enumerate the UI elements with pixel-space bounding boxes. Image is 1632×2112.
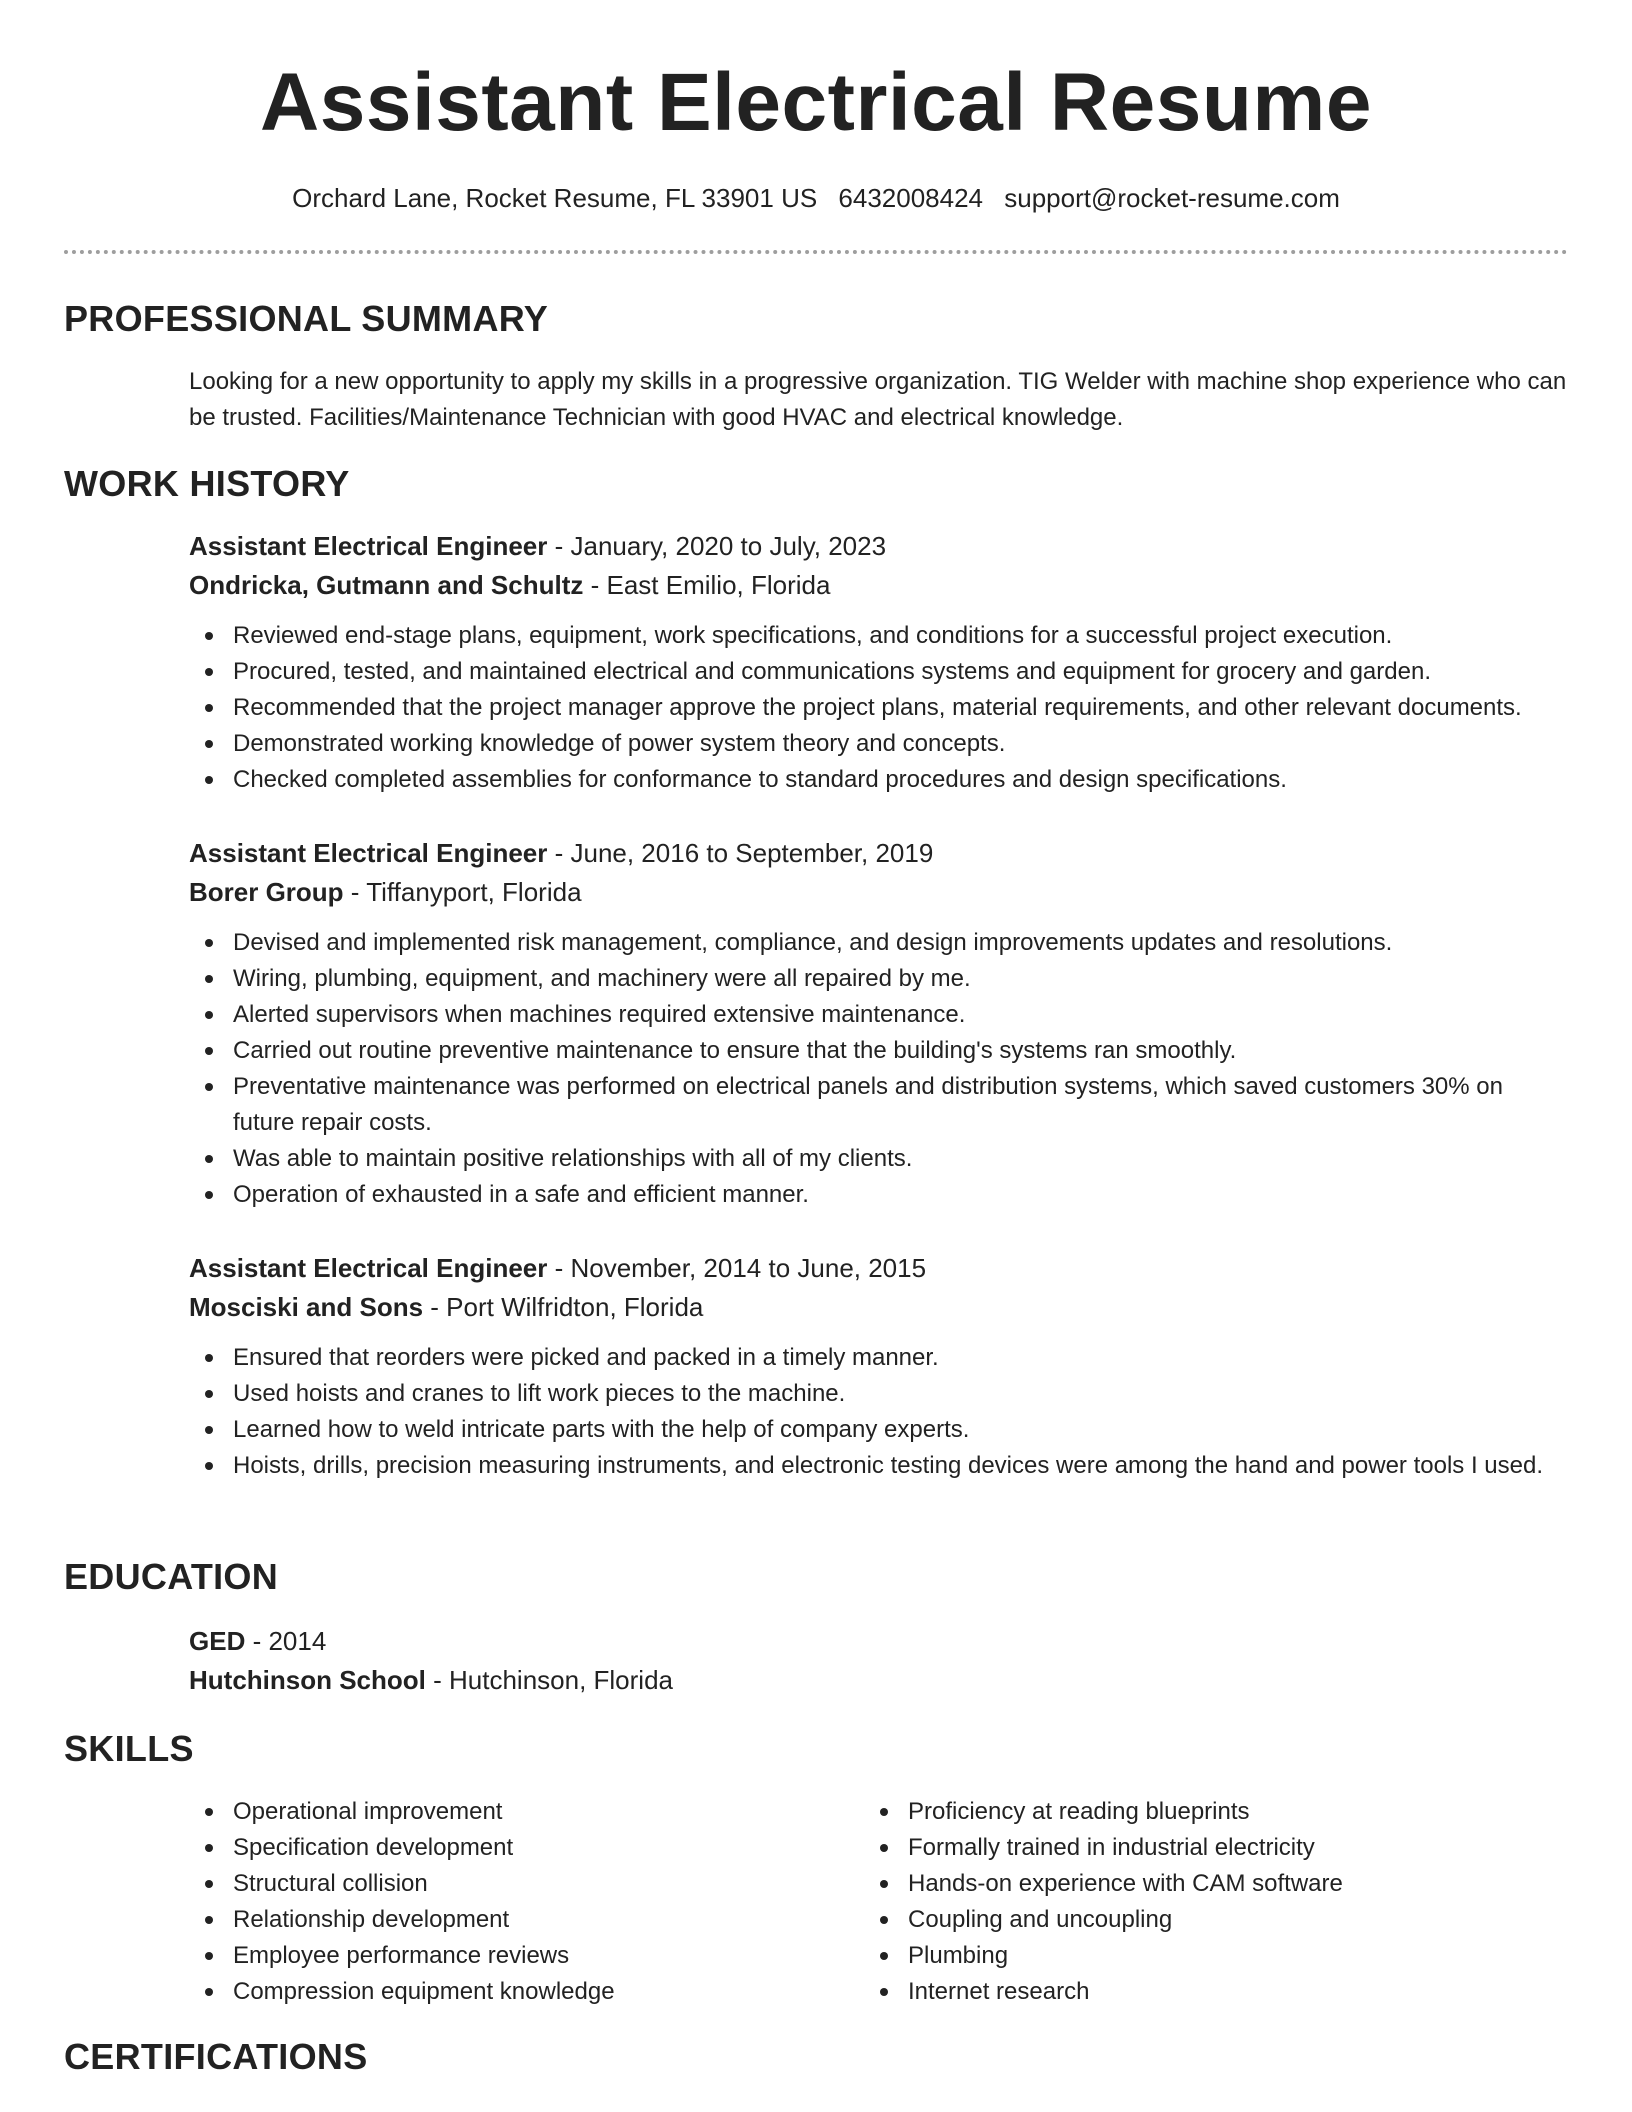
job-title: Assistant Electrical Engineer (189, 838, 548, 868)
job-dates: - January, 2020 to July, 2023 (547, 531, 887, 561)
job-location: - Tiffanyport, Florida (343, 877, 582, 907)
education-location: - Hutchinson, Florida (425, 1665, 673, 1695)
section-heading-summary: PROFESSIONAL SUMMARY (64, 298, 549, 339)
bullet-item: Was able to maintain positive relationships with all of my clients. (233, 1141, 1569, 1177)
job-bullets (189, 618, 1569, 798)
skills-list (864, 1794, 1564, 2010)
header-divider (64, 250, 1568, 254)
contact-line (0, 183, 1632, 214)
contact-email: support@rocket-resume.com (1004, 183, 1340, 213)
skill-item: Employee performance reviews (233, 1938, 859, 1974)
section-heading-certifications: CERTIFICATIONS (64, 2036, 368, 2077)
job-title: Assistant Electrical Engineer (189, 1253, 548, 1283)
skill-item: Compression equipment knowledge (233, 1974, 859, 2010)
bullet-item: Demonstrated working knowledge of power system theory and concepts. (233, 726, 1569, 762)
job-dates: - November, 2014 to June, 2015 (547, 1253, 927, 1283)
job-bullets (189, 925, 1569, 1213)
bullet-item: Reviewed end-stage plans, equipment, work specifications, and conditions for a successful project execution. (233, 618, 1569, 654)
bullet-item: Alerted supervisors when machines required extensive maintenance. (233, 997, 1569, 1033)
job-company-line (189, 873, 1569, 912)
skill-item: Coupling and uncoupling (908, 1902, 1564, 1938)
bullet-item: Operation of exhausted in a safe and efficient manner. (233, 1177, 1569, 1213)
job-company: Borer Group (189, 877, 344, 907)
skill-item: Relationship development (233, 1902, 859, 1938)
skills-column-left (189, 1794, 859, 2010)
resume-title: Assistant Electrical Resume (260, 57, 1372, 148)
skill-item: Hands-on experience with CAM software (908, 1866, 1564, 1902)
skills-grid (189, 1794, 1569, 2014)
bullet-item: Checked completed assemblies for conformance to standard procedures and design specifications. (233, 762, 1569, 798)
job-company-line (189, 566, 1569, 605)
job-entry (189, 1249, 1569, 1484)
section-heading-work-history: WORK HISTORY (64, 463, 350, 504)
job-bullets (189, 1340, 1569, 1484)
bullet-item: Carried out routine preventive maintenance to ensure that the building's systems ran smoothly. (233, 1033, 1569, 1069)
bullet-item: Procured, tested, and maintained electrical and communications systems and equipment for grocery and garden. (233, 654, 1569, 690)
job-title-line (189, 527, 1569, 566)
job-company: Ondricka, Gutmann and Schultz (189, 570, 584, 600)
job-entry (189, 527, 1569, 798)
bullet-item: Recommended that the project manager approve the project plans, material requirements, and other relevant documents. (233, 690, 1569, 726)
job-location: - Port Wilfridton, Florida (423, 1292, 704, 1322)
section-heading-skills: SKILLS (64, 1728, 194, 1769)
job-company: Mosciski and Sons (189, 1292, 424, 1322)
education-school-line (189, 1661, 1569, 1700)
skill-item: Formally trained in industrial electricity (908, 1830, 1564, 1866)
skill-item: Proficiency at reading blueprints (908, 1794, 1564, 1830)
contact-address: Orchard Lane, Rocket Resume, FL 33901 US (292, 183, 818, 213)
skill-item: Plumbing (908, 1938, 1564, 1974)
bullet-item: Preventative maintenance was performed on electrical panels and distribution systems, which saved customers 30% on future repair costs. (233, 1069, 1569, 1141)
bullet-item: Hoists, drills, precision measuring instruments, and electronic testing devices were among the hand and power tools I used. (233, 1448, 1569, 1484)
contact-phone: 6432008424 (838, 183, 984, 213)
job-dates: - June, 2016 to September, 2019 (547, 838, 934, 868)
bullet-item: Used hoists and cranes to lift work pieces to the machine. (233, 1376, 1569, 1412)
skill-item: Structural collision (233, 1866, 859, 1902)
job-company-line (189, 1288, 1569, 1327)
section-heading-education: EDUCATION (64, 1556, 279, 1597)
bullet-item: Learned how to weld intricate parts with the help of company experts. (233, 1412, 1569, 1448)
job-title: Assistant Electrical Engineer (189, 531, 548, 561)
job-entry (189, 834, 1569, 1213)
education-school: Hutchinson School (189, 1665, 426, 1695)
bullet-item: Wiring, plumbing, equipment, and machinery were all repaired by me. (233, 961, 1569, 997)
job-title-line (189, 834, 1569, 873)
skills-list (189, 1794, 859, 2010)
summary-text: Looking for a new opportunity to apply my skills in a progressive organization. TIG Welder with machine shop experience who can be trusted. Facilities/Maintenance Technician with good HVAC and electrical knowledge. (189, 368, 1567, 431)
skills-column-right (864, 1794, 1564, 2010)
skill-item: Internet research (908, 1974, 1564, 2010)
job-location: - East Emilio, Florida (583, 570, 831, 600)
skill-item: Specification development (233, 1830, 859, 1866)
education-degree: GED (189, 1626, 246, 1656)
bullet-item: Ensured that reorders were picked and packed in a timely manner. (233, 1340, 1569, 1376)
education-entry (189, 1622, 1569, 1700)
job-title-line (189, 1249, 1569, 1288)
skill-item: Operational improvement (233, 1794, 859, 1830)
education-year: - 2014 (245, 1626, 327, 1656)
bullet-item: Devised and implemented risk management, compliance, and design improvements updates and resolutions. (233, 925, 1569, 961)
education-degree-line (189, 1622, 1569, 1661)
